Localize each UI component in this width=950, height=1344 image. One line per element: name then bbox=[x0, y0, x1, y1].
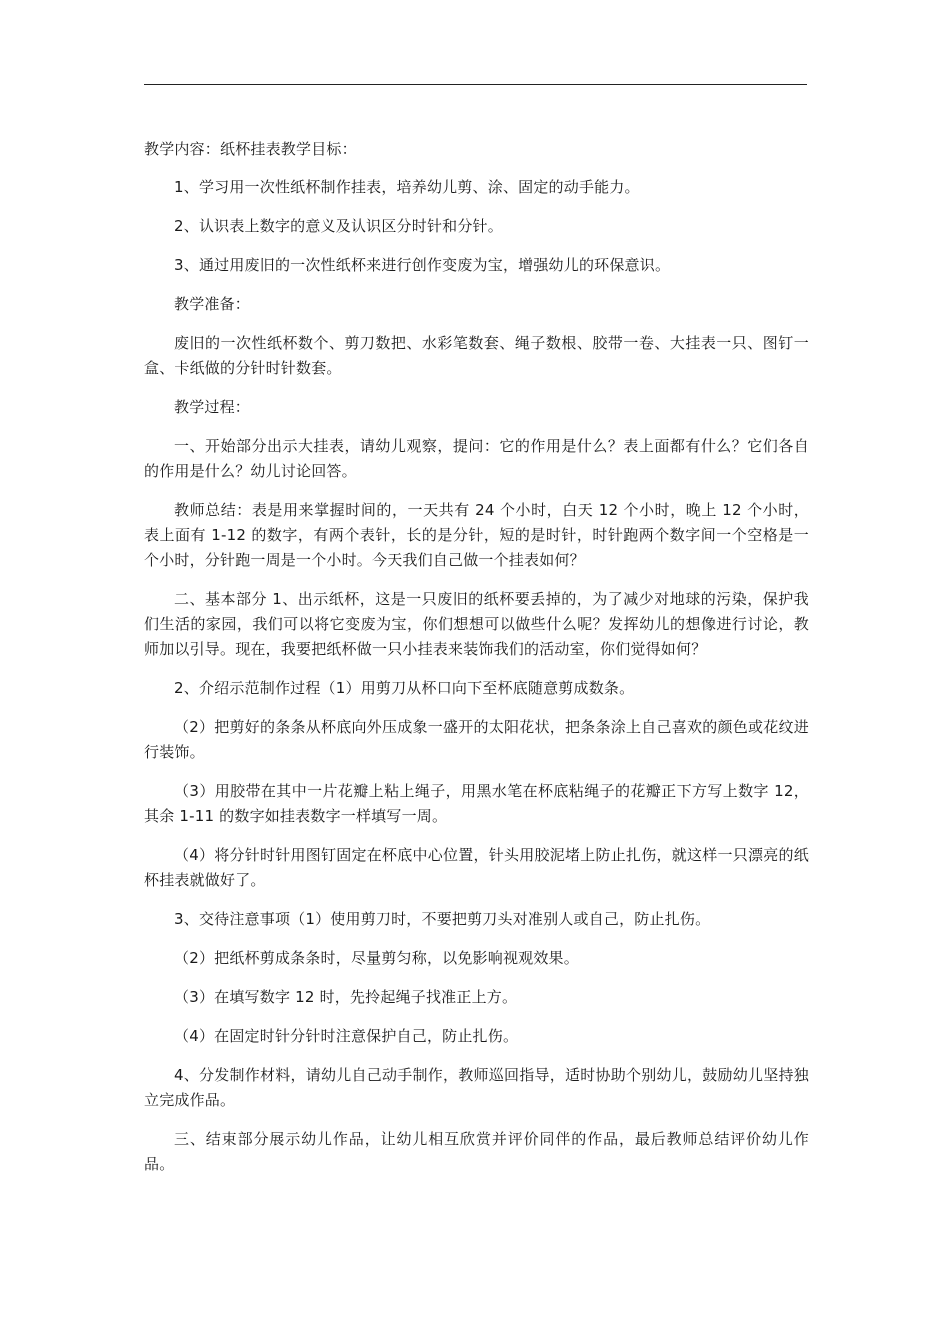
goal-item-1: 1、学习用一次性纸杯制作挂表，培养幼儿剪、涂、固定的动手能力。 bbox=[174, 178, 640, 196]
teacher-summary: 教师总结：表是用来掌握时间的，一天共有 24 个小时，白天 12 个小时，晚上 12 个小时，表上面有 1-12 的数字，有两个表针，长的是分针，短的是时针，时针跑两个数字间一个空格是一个小时，分针跑一周是一个小时。今天我们自己做一个挂表如何？ bbox=[144, 501, 809, 569]
caution-item-4: （4）在固定时针分针时注意保护自己，防止扎伤。 bbox=[174, 1027, 519, 1045]
process-part-1: 一、开始部分出示大挂表，请幼儿观察，提问：它的作用是什么？表上面都有什么？它们各自的作用是什么？幼儿讨论回答。 bbox=[144, 437, 809, 480]
demo-step-1: 2、介绍示范制作过程（1）用剪刀从杯口向下至杯底随意剪成数条。 bbox=[174, 679, 635, 697]
goal-item-3: 3、通过用废旧的一次性纸杯来进行创作变废为宝，增强幼儿的环保意识。 bbox=[174, 256, 671, 274]
header-rule bbox=[144, 84, 807, 85]
lesson-content-heading: 教学内容：纸杯挂表教学目标： bbox=[144, 140, 357, 158]
preparation-heading: 教学准备： bbox=[174, 295, 251, 313]
demo-step-4: （4）将分针时针用图钉固定在杯底中心位置，针头用胶泥堵上防止扎伤，就这样一只漂亮的纸杯挂表就做好了。 bbox=[144, 846, 809, 889]
demo-step-3: （3）用胶带在其中一片花瓣上粘上绳子，用黑水笔在杯底粘绳子的花瓣正下方写上数字 12，其余 1-11 的数字如挂表数字一样填写一周。 bbox=[144, 782, 809, 825]
document-body bbox=[144, 137, 809, 1191]
caution-item-2: （2）把纸杯剪成条条时，尽量剪匀称，以免影响视观效果。 bbox=[174, 949, 579, 967]
demo-step-2: （2）把剪好的条条从杯底向外压成象一盛开的太阳花状，把条条涂上自己喜欢的颜色或花纹进行装饰。 bbox=[144, 718, 809, 761]
distribute-materials: 4、分发制作材料，请幼儿自己动手制作，教师巡回指导，适时协助个别幼儿，鼓励幼儿坚持独立完成作品。 bbox=[144, 1066, 809, 1109]
preparation-materials: 废旧的一次性纸杯数个、剪刀数把、水彩笔数套、绳子数根、胶带一卷、大挂表一只、图钉一盒、卡纸做的分针时针数套。 bbox=[144, 334, 809, 377]
goal-item-2: 2、认识表上数字的意义及认识区分时针和分针。 bbox=[174, 217, 503, 235]
process-part-2: 二、基本部分 1、出示纸杯，这是一只废旧的纸杯要丢掉的，为了减少对地球的污染，保护我们生活的家园，我们可以将它变废为宝，你们想想可以做些什么呢？发挥幼儿的想像进行讨论，教师加以引导。现在，我要把纸杯做一只小挂表来装饰我们的活动室，你们觉得如何？ bbox=[144, 590, 809, 658]
caution-item-1: 3、交待注意事项（1）使用剪刀时，不要把剪刀头对准别人或自己，防止扎伤。 bbox=[174, 910, 711, 928]
process-heading: 教学过程： bbox=[174, 398, 251, 416]
caution-item-3: （3）在填写数字 12 时，先拎起绳子找准正上方。 bbox=[174, 988, 518, 1006]
process-part-3: 三、结束部分展示幼儿作品，让幼儿相互欣赏并评价同伴的作品，最后教师总结评价幼儿作品。 bbox=[144, 1130, 809, 1173]
